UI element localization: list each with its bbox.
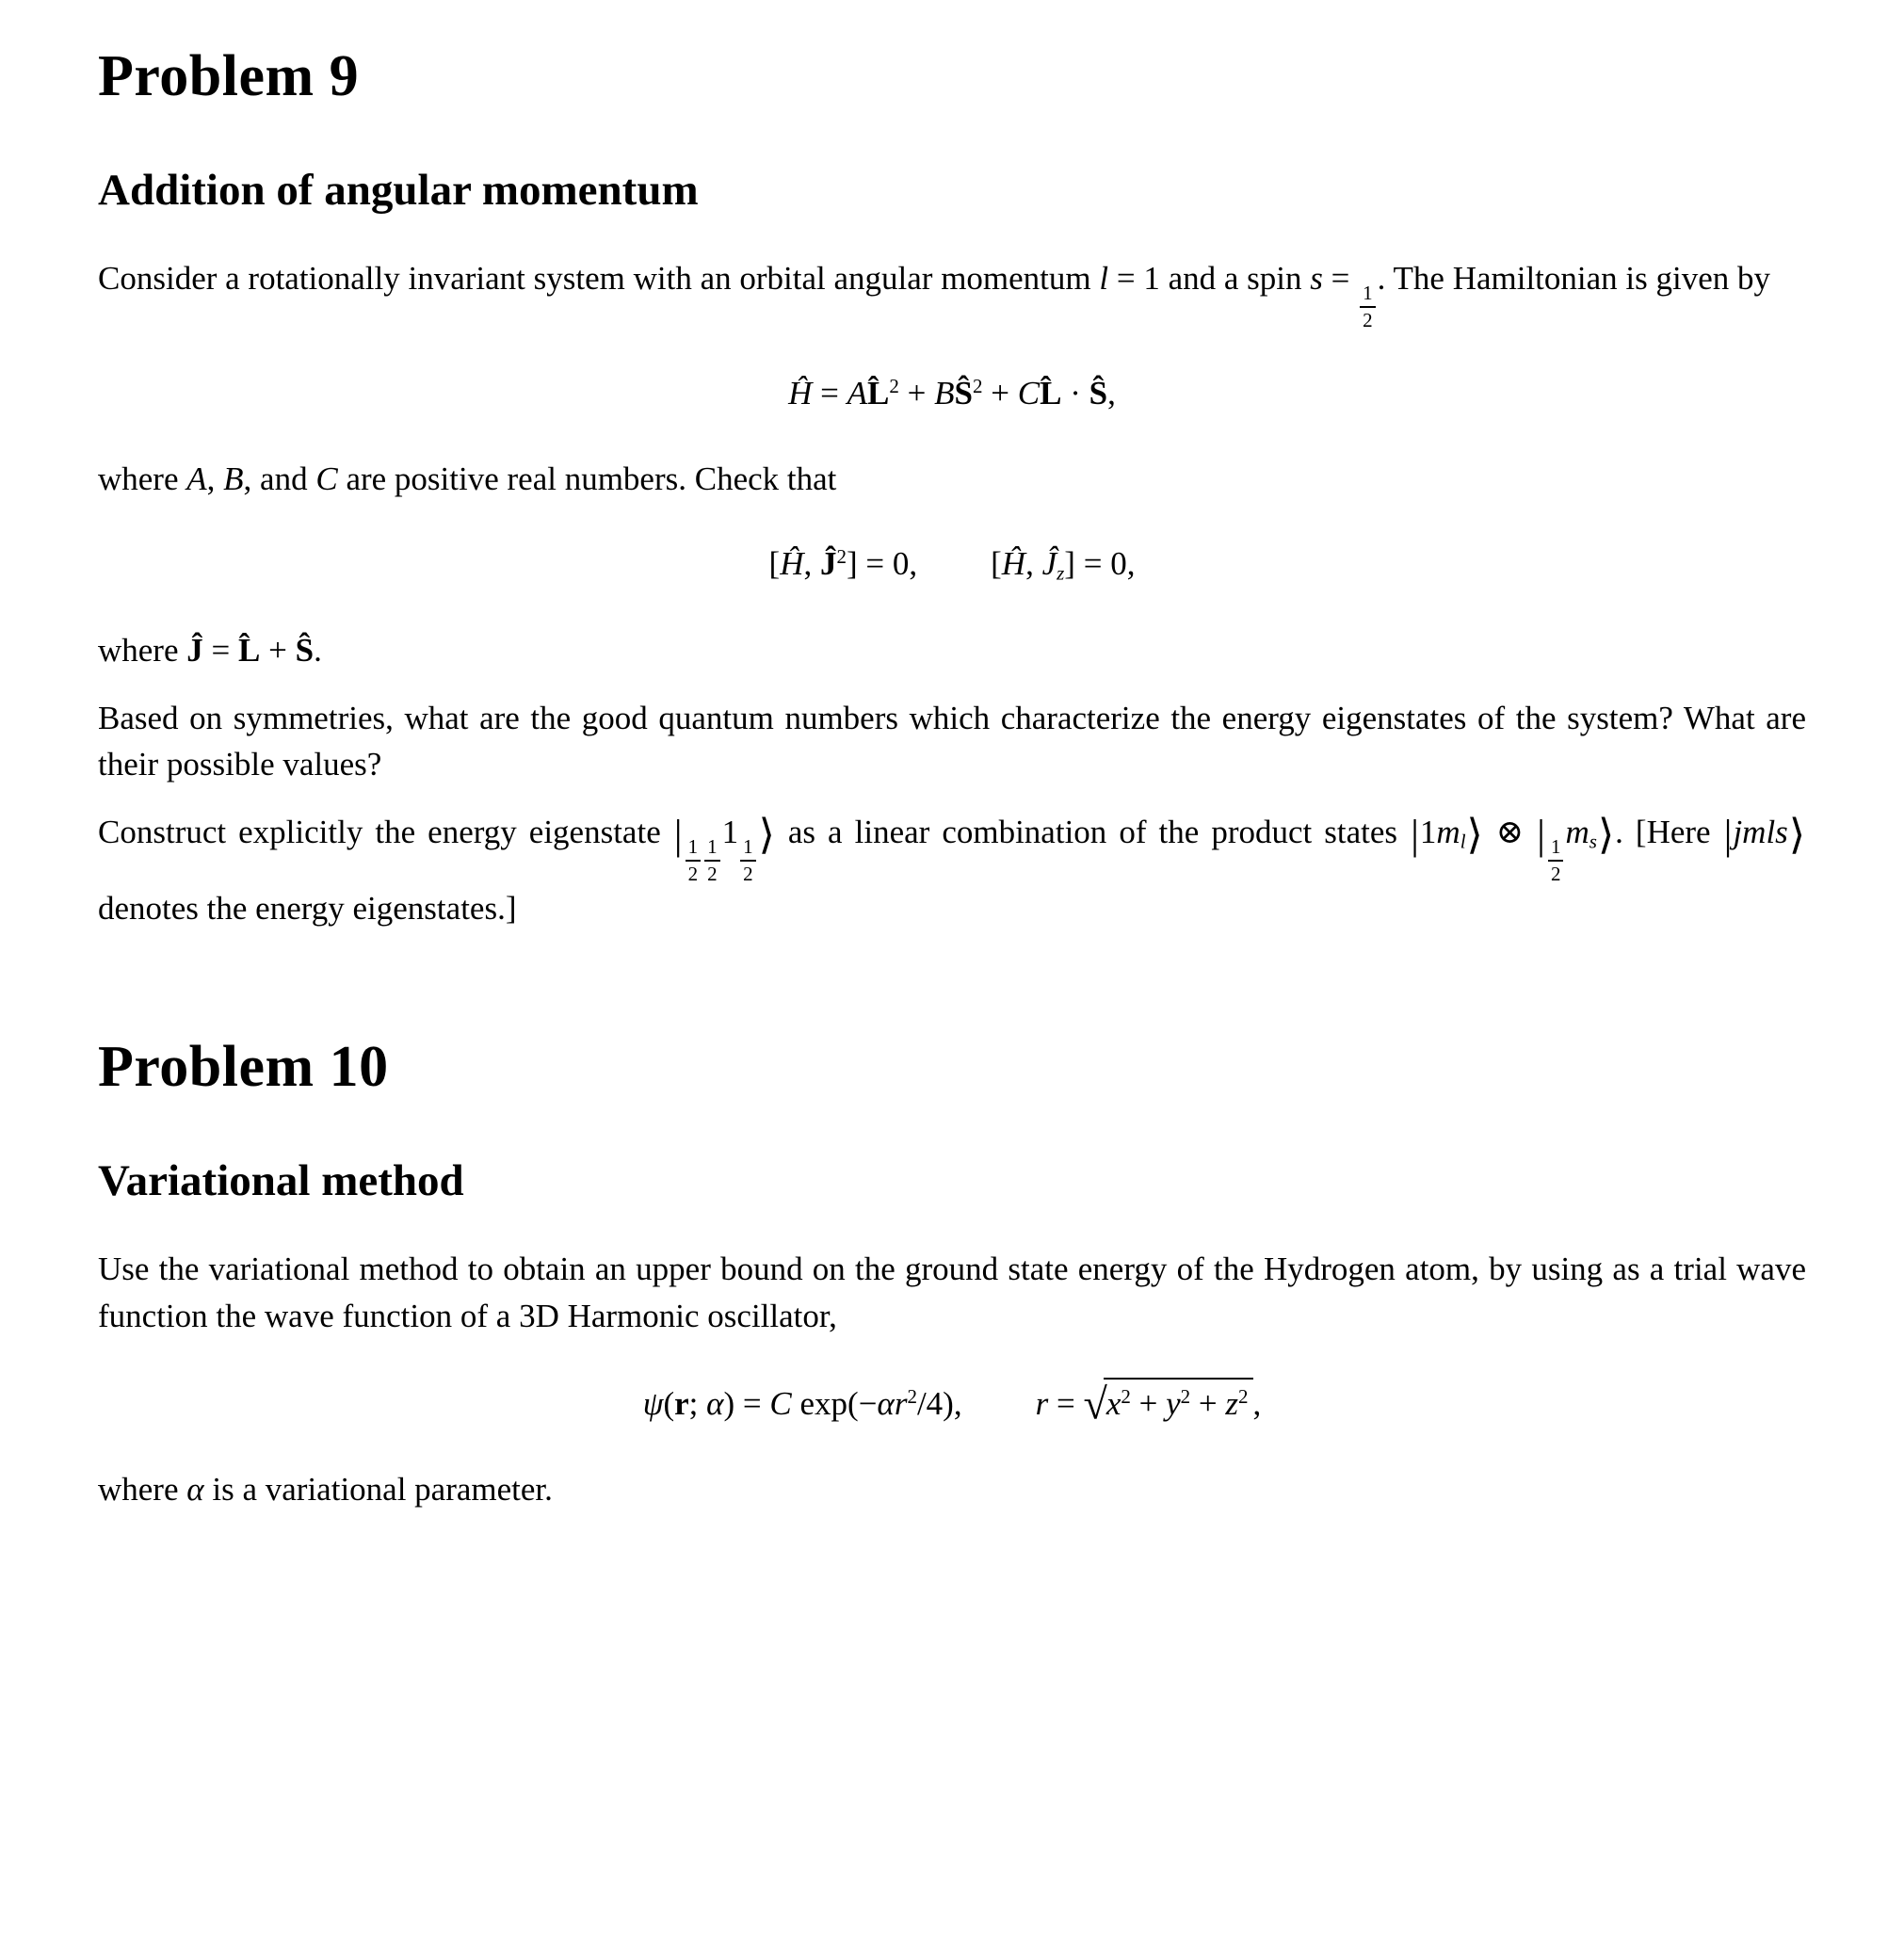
math-var-C: C [1017,374,1041,412]
fraction-numerator: 1 [704,835,720,862]
ket-bar: | [1537,812,1545,859]
math-var-B: B [934,374,955,412]
fraction-numerator: 1 [1548,835,1564,862]
comma: , [803,545,820,583]
ket-label-1: 1 [1419,813,1437,850]
paren-close-equals: ) = [723,1384,770,1422]
math-L-hat-vector: L̂ [867,374,890,412]
text-run: where [98,631,187,669]
text-run: as a linear combination of the product states [775,813,1411,850]
math-J-hat: Ĵ [1041,545,1057,583]
exp-open: exp(− [791,1384,878,1422]
p9-symmetries-paragraph: Based on symmetries, what are the good quantum numbers which characterize the energy eigenstates of the system? What are their possible values? [98,699,1806,783]
text-run: . [Here [1615,813,1723,850]
p9-construct-paragraph [98,809,1806,932]
text-run: = 1 and a spin [1108,260,1311,298]
math-var-r: r [894,1384,908,1422]
math-alpha: α [706,1384,724,1422]
math-var-A: A [847,374,868,412]
radicand [1104,1378,1253,1428]
math-S-hat-vector: Ŝ [954,374,974,412]
p10-intro-paragraph: Use the variational method to obtain an upper bound on the ground state energy of the Hydrogen atom, by using as a trial wave function the wave function of a 3D Harmonic oscillator, [98,1251,1806,1335]
fraction-one-half [1548,835,1564,886]
equals-sign: = [202,631,239,669]
plus-sign: + [982,374,1018,412]
superscript-2: 2 [889,374,899,397]
plus-sign: + [1190,1384,1226,1422]
fraction-one-half [704,835,720,886]
text-run: are positive real numbers. Check that [337,460,837,498]
math-var-x: x [1105,1384,1121,1422]
text-run: , [206,460,224,498]
text-run: is a variational parameter. [203,1471,553,1509]
ket-rangle: ⟩ [1788,812,1806,859]
math-var-C: C [769,1384,792,1422]
bracket-close-equals-zero: ] = 0, [1064,545,1136,583]
fraction-denominator: 2 [1363,309,1373,332]
problem10-subtitle: Variational method [98,1156,464,1206]
plus-sign: + [898,374,935,412]
math-var-l: l [1099,260,1109,298]
comma: , [1252,1384,1262,1422]
ket-bar: | [1411,812,1419,859]
plus-sign: + [1130,1384,1167,1422]
math-var-r: r [1035,1384,1049,1422]
math-r-vector: r [674,1384,689,1422]
tensor-product-symbol: ⊗ [1483,813,1537,850]
text-run: , and [243,460,316,498]
math-var-C: C [315,460,338,498]
math-var-z: z [1225,1384,1239,1422]
math-var-y: y [1166,1384,1181,1422]
p9-intro-paragraph [98,255,1806,331]
equals-sign: = [1048,1384,1084,1422]
math-alpha: α [877,1384,895,1422]
dot-operator: · [1061,374,1089,412]
superscript-2: 2 [1180,1384,1191,1408]
math-var-m: m [1565,813,1589,850]
semicolon: ; [688,1384,707,1422]
ket-label-1: 1 [721,813,739,850]
ket-rangle: ⟩ [758,812,775,859]
square-root-symbol: √ [1083,1380,1107,1428]
paren-open: ( [663,1384,675,1422]
math-L-hat-vector: L̂ [1040,374,1062,412]
math-H-hat: Ĥ [788,374,813,412]
text-run: Construct explicitly the energy eigenstate [98,813,673,850]
ket-bar: | [673,812,683,859]
fraction-denominator: 2 [743,862,753,885]
math-S-hat-vector: Ŝ [1089,374,1108,412]
text-run: Consider a rotationally invariant system with an orbital angular momentum [98,260,1100,298]
math-L-hat-vector: L̂ [238,631,261,669]
fraction-one-half [1360,282,1376,332]
hamiltonian-equation [98,370,1806,417]
p10-outro-paragraph [98,1466,1806,1513]
bracket-close-equals-zero: ] = 0, [846,545,918,583]
text-run: = [1322,260,1359,298]
subscript-z: z [1057,561,1065,585]
superscript-2: 2 [836,544,847,568]
math-H-hat: Ĥ [780,545,804,583]
math-H-hat: Ĥ [1001,545,1026,583]
fraction-numerator: 1 [686,835,702,862]
subscript-s: s [1589,830,1597,853]
superscript-2: 2 [1238,1384,1249,1408]
fraction-denominator: 2 [687,862,699,885]
text-run: where [98,460,187,498]
superscript-2: 2 [907,1384,917,1408]
p9-total-momentum-paragraph [98,627,1806,674]
ket-rangle: ⟩ [1466,812,1483,859]
math-J-hat-vector: Ĵ [819,545,837,583]
superscript-2: 2 [973,374,983,397]
superscript-2: 2 [1121,1384,1131,1408]
problem9-subtitle: Addition of angular momentum [98,166,699,216]
math-var-A: A [186,460,207,498]
math-var-m: m [1436,813,1460,850]
ket-rangle: ⟩ [1597,812,1615,859]
trial-wavefunction-equation [98,1378,1806,1428]
problem9-title: Problem 9 [98,44,360,108]
math-var-B: B [223,460,244,498]
over-four-close: /4), [916,1384,962,1422]
fraction-denominator: 2 [1550,862,1561,885]
ket-bar: | [1723,812,1733,859]
p9-constants-paragraph [98,456,1806,503]
math-var-s: s [1310,260,1323,298]
plus-sign: + [260,631,296,669]
commutator-equation [98,541,1806,588]
comma: , [1107,374,1116,412]
math-J-hat-vector: Ĵ [186,631,203,669]
problem10-title: Problem 10 [98,1035,389,1100]
equals-sign: = [812,374,847,412]
math-alpha: α [186,1471,204,1509]
math-psi: ψ [642,1384,664,1422]
bracket-open: [ [991,545,1002,583]
subscript-l: l [1460,830,1466,853]
fraction-numerator: 1 [740,835,756,862]
bracket-open: [ [768,545,781,583]
fraction-denominator: 2 [707,862,718,885]
period: . [314,631,322,669]
fraction-one-half [686,835,702,886]
fraction-numerator: 1 [1360,282,1376,308]
math-jmls: jmls [1733,813,1788,850]
fraction-one-half [740,835,756,886]
comma: , [1025,545,1042,583]
text-run: where [98,1471,187,1509]
text-run: denotes the energy eigenstates.] [98,890,517,928]
math-S-hat-vector: Ŝ [295,631,315,669]
text-run: . The Hamiltonian is given by [1377,260,1771,298]
